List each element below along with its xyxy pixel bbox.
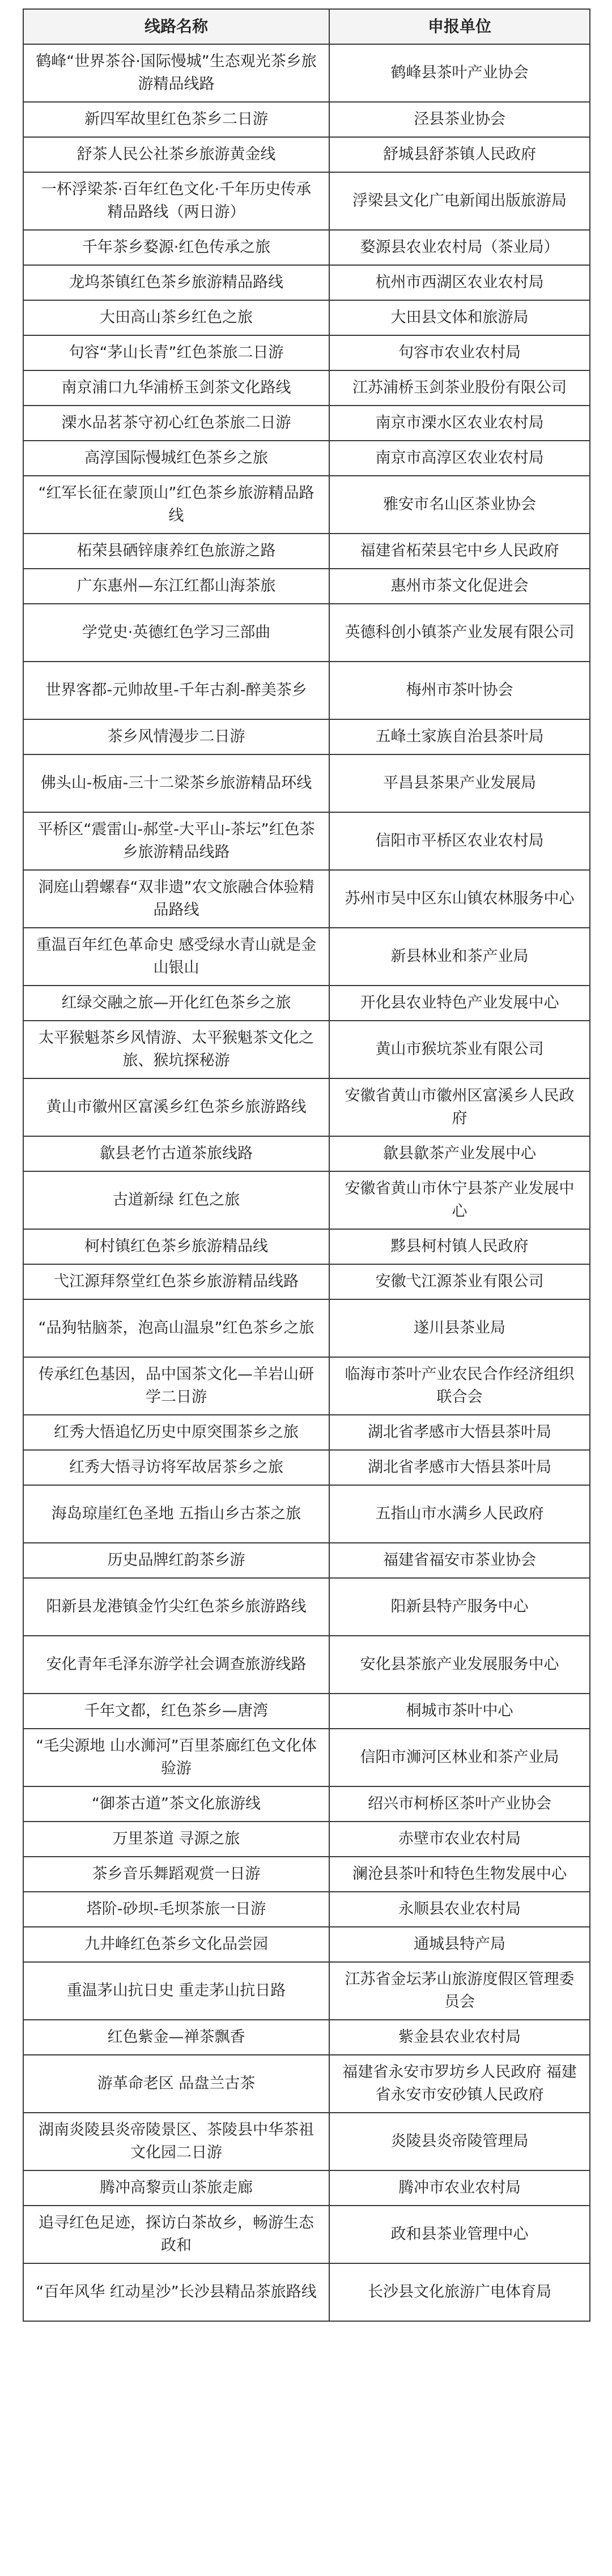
route-name-cell: 溧水品茗茶守初心红色茶旅二日游 bbox=[23, 406, 329, 441]
applicant-unit-cell: 遂川县茶业局 bbox=[329, 1299, 590, 1357]
applicant-unit-cell: 政和县茶业管理中心 bbox=[329, 2206, 590, 2263]
table-row bbox=[23, 1892, 590, 1927]
applicant-unit-cell: 阳新县特产服务中心 bbox=[329, 1578, 590, 1636]
table-row bbox=[23, 1927, 590, 1962]
applicant-unit-cell: 安徽省黄山市休宁县茶产业发展中心 bbox=[329, 1171, 590, 1229]
table-row bbox=[23, 754, 590, 812]
applicant-unit-cell: 五指山市水满乡人民政府 bbox=[329, 1485, 590, 1543]
applicant-unit-cell: 绍兴市柯桥区茶叶产业协会 bbox=[329, 1786, 590, 1822]
applicant-unit-cell: 平昌县茶果产业发展局 bbox=[329, 754, 590, 812]
route-name-cell: 湖南炎陵县炎帝陵景区、茶陵县中华茶祖文化园二日游 bbox=[23, 2113, 329, 2170]
route-name-cell: 平桥区“震雷山-郝堂-大平山-茶坛”红色茶乡旅游精品线路 bbox=[23, 812, 329, 870]
table-row bbox=[23, 1485, 590, 1543]
table-row bbox=[23, 44, 590, 102]
route-name-cell: “品狗牯脑茶，泡高山温泉”红色茶乡之旅 bbox=[23, 1299, 329, 1357]
table-row bbox=[23, 719, 590, 754]
applicant-unit-cell: 苏州市吴中区东山镇农林服务中心 bbox=[329, 870, 590, 928]
route-name-cell: 海岛琼崖红色圣地 五指山乡古茶之旅 bbox=[23, 1485, 329, 1543]
route-name-cell: 红色紫金—禅茶飘香 bbox=[23, 2020, 329, 2055]
table-row bbox=[23, 812, 590, 870]
applicant-unit-cell: 安徽弋江源茶业有限公司 bbox=[329, 1264, 590, 1299]
table-row bbox=[23, 1229, 590, 1264]
route-name-cell: 千年茶乡婺源·红色传承之旅 bbox=[23, 230, 329, 265]
route-name-cell: “红军长征在蒙顶山”红色茶乡旅游精品路线 bbox=[23, 476, 329, 534]
table-row bbox=[23, 1857, 590, 1892]
table-row bbox=[23, 2263, 590, 2321]
applicant-unit-cell: 英德科创小镇茶产业发展有限公司 bbox=[329, 604, 590, 662]
route-name-cell: 鹤峰“世界茶谷·国际慢城”生态观光茶乡旅游精品线路 bbox=[23, 44, 329, 102]
applicant-unit-cell: 婺源县农业农村局（茶业局） bbox=[329, 230, 590, 265]
applicant-unit-cell: 开化县农业特色产业发展中心 bbox=[329, 986, 590, 1021]
applicant-unit-cell: 福建省福安市茶业协会 bbox=[329, 1543, 590, 1578]
applicant-unit-cell: 安徽省黄山市徽州区富溪乡人民政府 bbox=[329, 1078, 590, 1136]
applicant-unit-cell: 湖北省孝感市大悟县茶叶局 bbox=[329, 1415, 590, 1450]
table-row bbox=[23, 265, 590, 300]
table-row bbox=[23, 370, 590, 406]
applicant-unit-cell: 赤壁市农业农村局 bbox=[329, 1822, 590, 1857]
route-name-cell: 学党史·英德红色学习三部曲 bbox=[23, 604, 329, 662]
table-row bbox=[23, 1822, 590, 1857]
applicant-unit-cell: 永顺县农业农村局 bbox=[329, 1892, 590, 1927]
applicant-unit-cell: 南京市高淳区农业农村局 bbox=[329, 441, 590, 476]
route-name-cell: 腾冲高黎贡山茶旅走廊 bbox=[23, 2170, 329, 2206]
route-name-cell: 追寻红色足迹，探访白茶故乡，畅游生态政和 bbox=[23, 2206, 329, 2263]
applicant-unit-cell: 惠州市茶文化促进会 bbox=[329, 569, 590, 604]
route-name-cell: 太平猴魁茶乡风情游、太平猴魁茶文化之旅、猴坑探秘游 bbox=[23, 1021, 329, 1078]
route-name-cell: 红秀大悟追忆历史中原突围茶乡之旅 bbox=[23, 1415, 329, 1450]
applicant-unit-cell: 江苏浦桥玉剑茶业股份有限公司 bbox=[329, 370, 590, 406]
table-row bbox=[23, 569, 590, 604]
route-name-cell: 弋江源拜祭堂红色茶乡旅游精品线路 bbox=[23, 1264, 329, 1299]
table-row bbox=[23, 928, 590, 986]
table-row bbox=[23, 1021, 590, 1078]
table-row bbox=[23, 534, 590, 569]
header-applicant-unit: 申报单位 bbox=[329, 9, 590, 44]
applicant-unit-cell: 浮梁县文化广电新闻出版旅游局 bbox=[329, 172, 590, 230]
applicant-unit-cell: 福建省永安市罗坊乡人民政府 福建省永安市安砂镇人民政府 bbox=[329, 2055, 590, 2113]
route-name-cell: 舒茶人民公社茶乡旅游黄金线 bbox=[23, 137, 329, 172]
route-name-cell: 茶乡风情漫步二日游 bbox=[23, 719, 329, 754]
applicant-unit-cell: 信阳市浉河区林业和茶产业局 bbox=[329, 1729, 590, 1786]
route-name-cell: 传承红色基因，品中国茶文化—羊岩山研学二日游 bbox=[23, 1357, 329, 1415]
table-header-row bbox=[23, 9, 590, 44]
route-name-cell: 万里茶道 寻源之旅 bbox=[23, 1822, 329, 1857]
applicant-unit-cell: 长沙县文化旅游广电体育局 bbox=[329, 2263, 590, 2321]
applicant-unit-cell: 通城县特产局 bbox=[329, 1927, 590, 1962]
route-name-cell: 九井峰红色茶乡文化品尝园 bbox=[23, 1927, 329, 1962]
table-row bbox=[23, 1694, 590, 1729]
route-name-cell: “百年风华 红动星沙”长沙县精品茶旅路线 bbox=[23, 2263, 329, 2321]
table-row bbox=[23, 476, 590, 534]
route-name-cell: 广东惠州—东江红都山海茶旅 bbox=[23, 569, 329, 604]
route-name-cell: 重温茅山抗日史 重走茅山抗日路 bbox=[23, 1962, 329, 2020]
route-name-cell: 阳新县龙港镇金竹尖红色茶乡旅游路线 bbox=[23, 1578, 329, 1636]
applicant-unit-cell: 澜沧县茶叶和特色生物发展中心 bbox=[329, 1857, 590, 1892]
route-name-cell: 世界客都-元帅故里-千年古刹-醉美茶乡 bbox=[23, 662, 329, 719]
applicant-unit-cell: 临海市茶叶产业农民合作经济组织联合会 bbox=[329, 1357, 590, 1415]
table-row bbox=[23, 662, 590, 719]
table-row bbox=[23, 2170, 590, 2206]
applicant-unit-cell: 炎陵县炎帝陵管理局 bbox=[329, 2113, 590, 2170]
route-name-cell: 佛头山-板庙-三十二梁茶乡旅游精品环线 bbox=[23, 754, 329, 812]
table-row bbox=[23, 986, 590, 1021]
table-row bbox=[23, 1299, 590, 1357]
table-row bbox=[23, 1415, 590, 1450]
table-row bbox=[23, 2206, 590, 2263]
applicant-unit-cell: 安化县茶旅产业发展服务中心 bbox=[329, 1636, 590, 1694]
table-row bbox=[23, 1962, 590, 2020]
table-row bbox=[23, 2113, 590, 2170]
route-name-cell: “御茶古道”茶文化旅游线 bbox=[23, 1786, 329, 1822]
table-row bbox=[23, 1171, 590, 1229]
table-row bbox=[23, 1264, 590, 1299]
route-name-cell: 句容“茅山长青”红色茶旅二日游 bbox=[23, 335, 329, 370]
applicant-unit-cell: 歙县歙茶产业发展中心 bbox=[329, 1136, 590, 1171]
route-name-cell: 一杯浮梁茶·百年红色文化·千年历史传承精品路线（两日游） bbox=[23, 172, 329, 230]
route-name-cell: 千年文都，红色茶乡—唐湾 bbox=[23, 1694, 329, 1729]
route-name-cell: 游革命老区 品盘兰古茶 bbox=[23, 2055, 329, 2113]
applicant-unit-cell: 湖北省孝感市大悟县茶叶局 bbox=[329, 1450, 590, 1485]
applicant-unit-cell: 梅州市茶叶协会 bbox=[329, 662, 590, 719]
route-name-cell: 塔阶-砂坝-毛坝茶旅一日游 bbox=[23, 1892, 329, 1927]
route-name-cell: 历史品牌红韵茶乡游 bbox=[23, 1543, 329, 1578]
route-name-cell: 新四军故里红色茶乡二日游 bbox=[23, 102, 329, 137]
table-row bbox=[23, 230, 590, 265]
applicant-unit-cell: 新县林业和茶产业局 bbox=[329, 928, 590, 986]
applicant-unit-cell: 鹤峰县茶叶产业协会 bbox=[329, 44, 590, 102]
applicant-unit-cell: 福建省柘荣县宅中乡人民政府 bbox=[329, 534, 590, 569]
route-name-cell: 古道新绿 红色之旅 bbox=[23, 1171, 329, 1229]
applicant-unit-cell: 句容市农业农村局 bbox=[329, 335, 590, 370]
applicant-unit-cell: 舒城县舒茶镇人民政府 bbox=[329, 137, 590, 172]
route-name-cell: 龙坞茶镇红色茶乡旅游精品路线 bbox=[23, 265, 329, 300]
table-row bbox=[23, 1578, 590, 1636]
applicant-unit-cell: 黟县柯村镇人民政府 bbox=[329, 1229, 590, 1264]
applicant-unit-cell: 泾县茶业协会 bbox=[329, 102, 590, 137]
route-name-cell: 安化青年毛泽东游学社会调查旅游线路 bbox=[23, 1636, 329, 1694]
route-name-cell: 洞庭山碧螺春“双非遗”农文旅融合体验精品路线 bbox=[23, 870, 329, 928]
route-name-cell: 茶乡音乐舞蹈观赏一日游 bbox=[23, 1857, 329, 1892]
route-name-cell: 红绿交融之旅—开化红色茶乡之旅 bbox=[23, 986, 329, 1021]
table-body bbox=[23, 44, 590, 2321]
table-row bbox=[23, 1357, 590, 1415]
table-row bbox=[23, 604, 590, 662]
applicant-unit-cell: 雅安市名山区茶业协会 bbox=[329, 476, 590, 534]
applicant-unit-cell: 黄山市猴坑茶业有限公司 bbox=[329, 1021, 590, 1078]
applicant-unit-cell: 信阳市平桥区农业农村局 bbox=[329, 812, 590, 870]
table-row bbox=[23, 102, 590, 137]
applicant-unit-cell: 大田县文体和旅游局 bbox=[329, 300, 590, 335]
table-row bbox=[23, 2020, 590, 2055]
route-name-cell: 红秀大悟寻访将军故居茶乡之旅 bbox=[23, 1450, 329, 1485]
table-row bbox=[23, 172, 590, 230]
route-name-cell: 柯村镇红色茶乡旅游精品线 bbox=[23, 1229, 329, 1264]
table-row bbox=[23, 1450, 590, 1485]
route-name-cell: 歙县老竹古道茶旅线路 bbox=[23, 1136, 329, 1171]
table-row bbox=[23, 1786, 590, 1822]
table-row bbox=[23, 137, 590, 172]
applicant-unit-cell: 江苏省金坛茅山旅游度假区管理委员会 bbox=[329, 1962, 590, 2020]
route-name-cell: 南京浦口九华浦桥玉剑茶文化路线 bbox=[23, 370, 329, 406]
table-row bbox=[23, 2055, 590, 2113]
table-row bbox=[23, 1136, 590, 1171]
route-name-cell: 大田高山茶乡红色之旅 bbox=[23, 300, 329, 335]
applicant-unit-cell: 腾冲市农业农村局 bbox=[329, 2170, 590, 2206]
table-row bbox=[23, 1636, 590, 1694]
applicant-unit-cell: 桐城市茶叶中心 bbox=[329, 1694, 590, 1729]
table-row bbox=[23, 335, 590, 370]
table-row bbox=[23, 441, 590, 476]
applicant-unit-cell: 南京市溧水区农业农村局 bbox=[329, 406, 590, 441]
table-row bbox=[23, 1078, 590, 1136]
table-row bbox=[23, 406, 590, 441]
applicant-unit-cell: 紫金县农业农村局 bbox=[329, 2020, 590, 2055]
route-name-cell: “毛尖源地 山水浉河”百里茶廊红色文化体验游 bbox=[23, 1729, 329, 1786]
route-name-cell: 黄山市徽州区富溪乡红色茶乡旅游路线 bbox=[23, 1078, 329, 1136]
applicant-unit-cell: 五峰土家族自治县茶叶局 bbox=[329, 719, 590, 754]
route-name-cell: 重温百年红色革命史 感受绿水青山就是金山银山 bbox=[23, 928, 329, 986]
header-route-name: 线路名称 bbox=[23, 9, 329, 44]
applicant-unit-cell: 杭州市西湖区农业农村局 bbox=[329, 265, 590, 300]
route-table bbox=[23, 8, 590, 2322]
table-row bbox=[23, 1729, 590, 1786]
table-row bbox=[23, 300, 590, 335]
table-row bbox=[23, 870, 590, 928]
table-row bbox=[23, 1543, 590, 1578]
route-name-cell: 高淳国际慢城红色茶乡之旅 bbox=[23, 441, 329, 476]
route-name-cell: 柘荣县硒锌康养红色旅游之路 bbox=[23, 534, 329, 569]
